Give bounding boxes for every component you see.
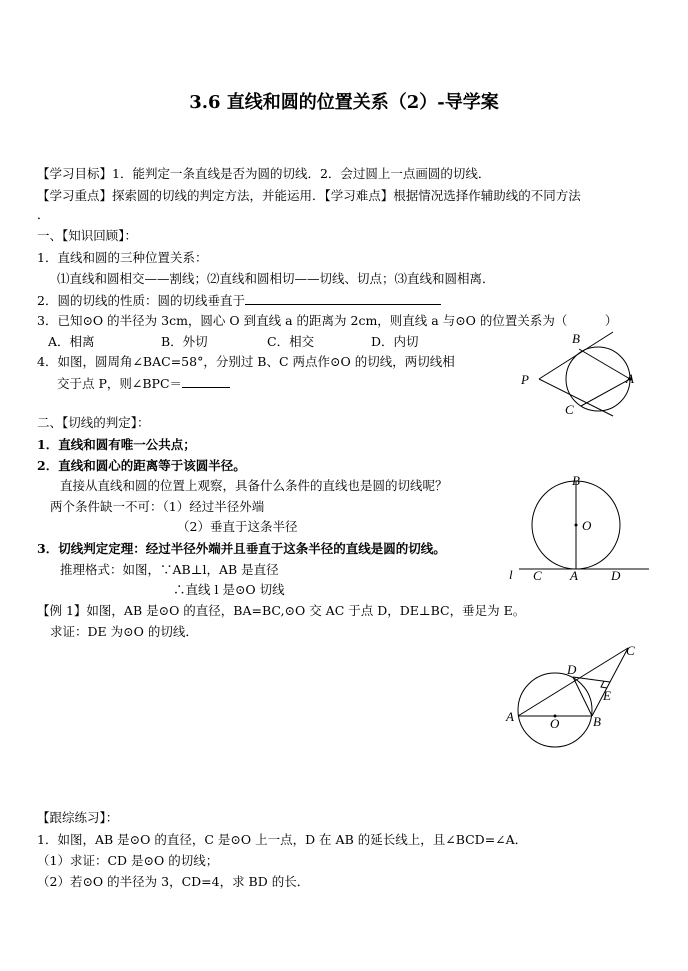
tangent-pc (539, 379, 613, 416)
learning-goals: 【学习目标】1．能判定一条直线是否为圆的切线．2．会过圆上一点画圆的切线． (37, 166, 491, 181)
line-ac (518, 648, 628, 716)
criterion-2: 2．直线和圆心的距离等于该圆半径。 (37, 458, 246, 473)
review-q2-text: 2．圆的切线的性质：圆的切线垂直于 (37, 293, 245, 308)
review-q1: 1．直线和圆的三种位置关系： (37, 250, 208, 265)
center-o (575, 524, 578, 527)
semicircle-guide (518, 679, 592, 716)
label-c: C (533, 568, 542, 583)
example-figure (500, 636, 650, 746)
circle-o (566, 347, 630, 411)
example-1-statement: 【例 1】如图，AB 是⊙O 的直径，BA=BC,⊙O 交 AC 于点 D，DE⊥BC，垂足为 E。 (37, 603, 526, 618)
review-q4-line2 (57, 375, 230, 392)
option-c: C．相交 (267, 334, 315, 349)
right-angle-mark (601, 681, 607, 688)
label-a: A (626, 371, 634, 386)
criterion-heading: 二、【切线的判定】： (37, 415, 150, 430)
label-d: D (611, 568, 621, 583)
label-c: C (626, 643, 635, 658)
practice-heading: 【跟综练习】： (37, 810, 119, 825)
label-d: D (567, 662, 577, 677)
tangent-theorem-figure (505, 470, 655, 590)
option-b: B．外切 (161, 334, 208, 349)
practice-part-2: （2）若⊙O 的半径为 3，CD=4，求 BD 的长． (37, 874, 310, 889)
label-a: A (506, 709, 514, 724)
review-q3: 3．已知⊙O 的半径为 3cm，圆心 O 到直线 a 的距离为 2cm，则直线 a 与⊙O 的位置关系为（ ） (37, 313, 618, 328)
label-e: E (603, 688, 611, 703)
chord-ca (581, 379, 630, 406)
practice-q1: 1．如图，AB 是⊙O 的直径，C 是⊙O 上一点，D 在 AB 的延长线上，且∠BCD=∠A． (37, 832, 528, 847)
example-1-prove: 求证：DE 为⊙O 的切线． (50, 624, 198, 639)
label-p: P (521, 372, 529, 387)
label-b: B (572, 473, 580, 488)
key-points: 【学习重点】探索圆的切线的判定方法，并能运用．【学习难点】根据情况选择作辅助线的不同方法 (37, 188, 581, 203)
criterion-3-theorem: 3．切线判定定理：经过半径外端并且垂直于这条半径的直线是圆的切线。 (37, 541, 446, 556)
reasoning-1: 推理格式：如图，∵AB⊥l，AB 是直径 (60, 562, 279, 577)
option-d: D．内切 (371, 334, 419, 349)
label-b: B (572, 331, 580, 346)
reasoning-2: ∴直线 l 是⊙O 切线 (173, 582, 285, 597)
tangent-figure (515, 330, 655, 420)
review-q2 (37, 292, 441, 309)
label-o: O (550, 716, 560, 731)
condition-2: （2）垂直于这条半径 (177, 519, 298, 534)
page-title: 3.6 直线和圆的位置关系（2）-导学案 (189, 92, 499, 113)
review-q1-detail: ⑴直线和圆相交——割线；⑵直线和圆相切——切线、切点；⑶直线和圆相离． (57, 271, 495, 286)
circle-o (518, 673, 592, 747)
label-b: B (593, 714, 601, 729)
label-c: C (565, 402, 574, 417)
label-o: O (582, 518, 592, 533)
chord-ba (579, 349, 630, 379)
observe-question: 直接从直线和圆的位置上观察，具备什么条件的直线也是圆的切线呢？ (60, 478, 448, 493)
answer-blank (182, 375, 230, 388)
key-points-continued: ． (37, 207, 50, 222)
review-q4-text: 交于点 P，则∠BPC＝ (57, 376, 183, 391)
answer-blank (245, 292, 441, 305)
review-q4-line1: 4．如图，圆周角∠BAC=58°，分别过 B、C 两点作⊙O 的切线，两切线相 (37, 354, 455, 369)
label-l: l (509, 567, 513, 582)
criterion-1: 1．直线和圆有唯一公共点； (37, 437, 196, 452)
condition-1: 两个条件缺一不可：（1）经过半径外端 (50, 499, 265, 514)
label-a: A (570, 568, 578, 583)
option-a: A．相离 (48, 334, 95, 349)
practice-part-1: （1）求证：CD 是⊙O 的切线； (37, 853, 219, 868)
review-heading: 一、【知识回顾】： (37, 228, 138, 243)
